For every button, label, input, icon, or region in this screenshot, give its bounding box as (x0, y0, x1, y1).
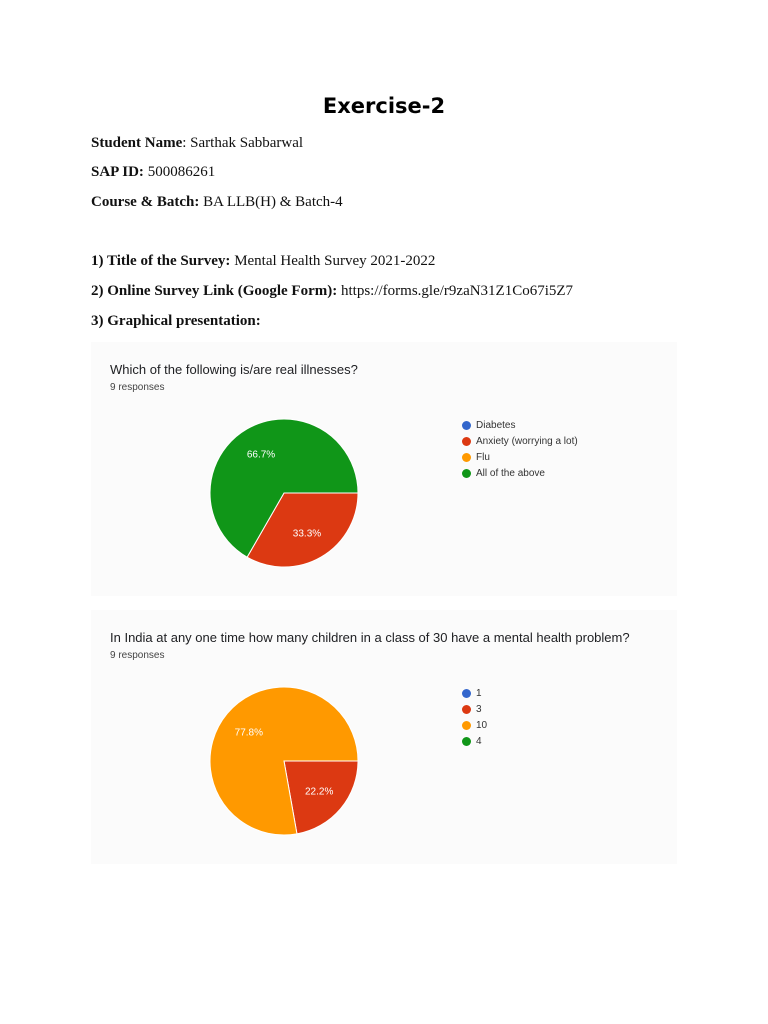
survey-title-label: 1) Title of the Survey: (91, 253, 231, 269)
survey-link-line (91, 283, 573, 300)
legend-label: 10 (476, 719, 488, 731)
chart-legend (462, 417, 578, 481)
legend-label: All of the above (476, 467, 545, 479)
chart-question: In India at any one time how many children in a class of 30 have a mental health problem? (110, 630, 630, 645)
legend-item (462, 417, 578, 433)
legend-dot-green (462, 469, 471, 478)
legend-dot-red (462, 705, 471, 714)
legend-label: Flu (476, 451, 490, 463)
chart-card-illnesses (91, 342, 677, 596)
page-title: Exercise-2 (322, 94, 446, 118)
course-batch-line (91, 194, 343, 211)
legend-label: Diabetes (476, 419, 516, 431)
course-batch-label: Course & Batch: (91, 194, 200, 210)
survey-title-line (91, 253, 435, 270)
sap-id-line (91, 164, 215, 181)
pie-chart-children (91, 610, 677, 864)
legend-label: Anxiety (worrying a lot) (476, 435, 578, 447)
survey-title-value: Mental Health Survey 2021-2022 (230, 253, 436, 269)
legend-item (462, 701, 487, 717)
course-batch-value: BA LLB(H) & Batch-4 (199, 194, 343, 210)
legend-item (462, 433, 578, 449)
legend-dot-orange (462, 453, 471, 462)
legend-item (462, 465, 578, 481)
legend-label: 3 (476, 703, 482, 715)
pie-chart-illnesses (91, 342, 677, 596)
chart-response-count: 9 responses (110, 382, 165, 393)
pie-slice-label: 77.8% (234, 727, 264, 739)
student-name-line (91, 135, 303, 152)
graphical-presentation-heading (91, 313, 261, 330)
survey-link-label: 2) Online Survey Link (Google Form): (91, 283, 338, 299)
graphical-presentation-label: 3) Graphical presentation: (91, 313, 261, 329)
legend-item (462, 449, 578, 465)
student-name-value: : Sarthak Sabbarwal (182, 135, 304, 151)
pie-slice-label: 22.2% (304, 786, 334, 798)
survey-link-value[interactable]: https://forms.gle/r9zaN31Z1Co67i5Z7 (337, 283, 574, 299)
legend-dot-blue (462, 689, 471, 698)
student-name-label: Student Name (91, 135, 183, 151)
legend-label: 1 (476, 687, 482, 699)
legend-item (462, 717, 487, 733)
sap-id-value: 500086261 (143, 164, 216, 180)
legend-dot-red (462, 437, 471, 446)
legend-item (462, 733, 487, 749)
pie-slice-label: 33.3% (292, 528, 322, 540)
pie-slice-label: 66.7% (246, 449, 276, 461)
chart-card-children-mental-health (91, 610, 677, 864)
chart-question: Which of the following is/are real illnesses? (110, 362, 358, 377)
legend-dot-green (462, 737, 471, 746)
legend-dot-orange (462, 721, 471, 730)
legend-item (462, 685, 487, 701)
sap-id-label: SAP ID: (91, 164, 144, 180)
legend-dot-blue (462, 421, 471, 430)
chart-legend (462, 685, 487, 749)
chart-response-count: 9 responses (110, 650, 165, 661)
legend-label: 4 (476, 735, 482, 747)
